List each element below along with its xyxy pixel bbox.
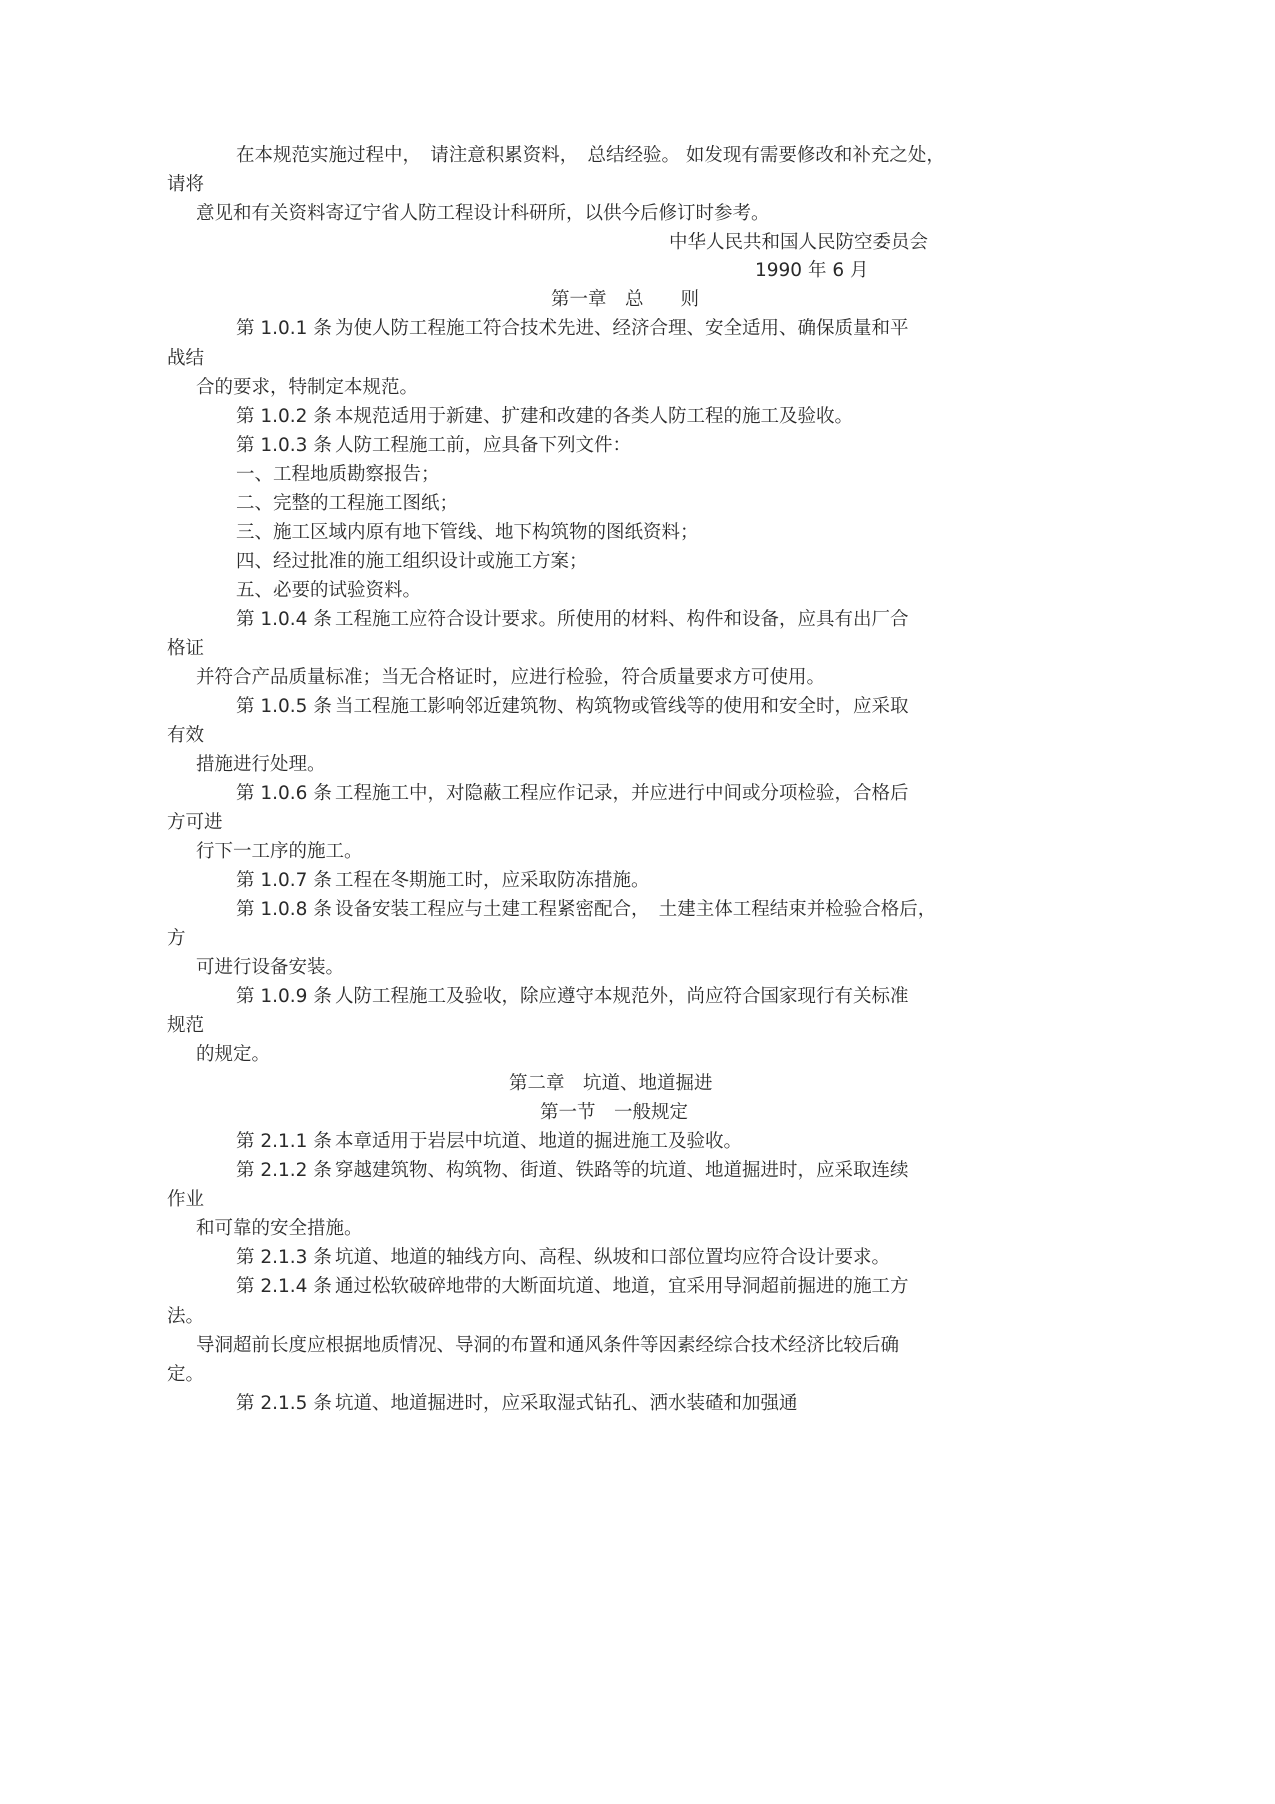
article-1-0-9-number: 第 1.0.9 条	[236, 986, 332, 1007]
issuing-organization: 中华人民共和国人民防空委员会	[669, 232, 929, 253]
article-1-0-1-wrap: 战结	[167, 348, 205, 369]
article-2-1-1-text: 本章适用于岩层中坑道、地道的掘进施工及验收。	[335, 1131, 743, 1152]
article-1-0-8-cont: 可进行设备安装。	[196, 957, 345, 978]
article-1-0-2-number: 第 1.0.2 条	[236, 406, 332, 427]
article-2-1-3-text: 坑道、地道的轴线方向、高程、纵坡和口部位置均应符合设计要求。	[335, 1247, 891, 1268]
article-2-1-4-wrap: 法。	[167, 1306, 205, 1327]
article-1-0-1-cont: 合的要求，特制定本规范。	[196, 377, 419, 398]
article-1-0-8-text: 设备安装工程应与土建工程紧密配合， 土建主体工程结束并检验合格后，	[335, 899, 937, 920]
article-1-0-5-cont: 措施进行处理。	[196, 754, 326, 775]
article-1-0-7-number: 第 1.0.7 条	[236, 870, 332, 891]
article-1-0-5-number: 第 1.0.5 条	[236, 696, 332, 717]
article-1-0-4-text: 工程施工应符合设计要求。所使用的材料、构件和设备，应具有出厂合	[335, 609, 909, 630]
article-1-0-5-wrap: 有效	[167, 725, 205, 746]
article-1-0-1-number: 第 1.0.1 条	[236, 318, 332, 339]
article-1-0-2-text: 本规范适用于新建、扩建和改建的各类人防工程的施工及验收。	[335, 406, 854, 427]
article-1-0-8-wrap: 方	[167, 928, 186, 949]
article-1-0-9-text: 人防工程施工及验收，除应遵守本规范外，尚应符合国家现行有关标准	[335, 986, 909, 1007]
chapter-2-title: 第二章 坑道、地道掘进	[509, 1073, 713, 1094]
intro-line-1-wrap: 请将	[167, 174, 205, 195]
issue-date: 1990 年 6 月	[755, 260, 869, 281]
article-1-0-6-text: 工程施工中，对隐蔽工程应作记录，并应进行中间或分项检验，合格后	[335, 783, 909, 804]
required-docs-item-5: 五、必要的试验资料。	[236, 580, 422, 601]
article-1-0-4-number: 第 1.0.4 条	[236, 609, 332, 630]
intro-line-1: 在本规范实施过程中， 请注意积累资料， 总结经验。 如发现有需要修改和补充之处，	[236, 145, 945, 166]
article-2-1-2-number: 第 2.1.2 条	[236, 1160, 332, 1181]
article-1-0-3-text: 人防工程施工前，应具备下列文件：	[335, 435, 632, 456]
required-docs-item-1: 一、工程地质勘察报告；	[236, 464, 440, 485]
article-1-0-9-wrap: 规范	[167, 1015, 205, 1036]
article-2-1-5-text: 坑道、地道掘进时，应采取湿式钻孔、洒水装碴和加强通	[335, 1393, 798, 1414]
chapter-1-title: 第一章 总 则	[551, 289, 700, 310]
article-2-1-2-cont: 和可靠的安全措施。	[196, 1218, 363, 1239]
article-1-0-1-text: 为使人防工程施工符合技术先进、经济合理、安全适用、确保质量和平	[335, 318, 909, 339]
article-2-1-4-wrap-2: 定。	[167, 1364, 205, 1385]
required-docs-item-4: 四、经过批准的施工组织设计或施工方案；	[236, 551, 588, 572]
required-docs-item-3: 三、施工区域内原有地下管线、地下构筑物的图纸资料；	[236, 522, 699, 543]
article-2-1-1-number: 第 2.1.1 条	[236, 1131, 332, 1152]
article-2-1-5-number: 第 2.1.5 条	[236, 1393, 332, 1414]
article-1-0-7-text: 工程在冬期施工时，应采取防冻措施。	[335, 870, 650, 891]
article-2-1-3-number: 第 2.1.3 条	[236, 1247, 332, 1268]
article-1-0-8-number: 第 1.0.8 条	[236, 899, 332, 920]
article-1-0-6-cont: 行下一工序的施工。	[196, 841, 363, 862]
article-1-0-4-cont: 并符合产品质量标准；当无合格证时，应进行检验，符合质量要求方可使用。	[196, 667, 826, 688]
article-2-1-2-text: 穿越建筑物、构筑物、街道、铁路等的坑道、地道掘进时，应采取连续	[335, 1160, 909, 1181]
article-1-0-6-number: 第 1.0.6 条	[236, 783, 332, 804]
intro-line-2: 意见和有关资料寄辽宁省人防工程设计科研所，以供今后修订时参考。	[196, 203, 770, 224]
article-1-0-9-cont: 的规定。	[196, 1044, 271, 1065]
article-2-1-4-cont: 导洞超前长度应根据地质情况、导洞的布置和通风条件等因素经综合技术经济比较后确	[196, 1335, 900, 1356]
article-1-0-3-number: 第 1.0.3 条	[236, 435, 332, 456]
article-1-0-6-wrap: 方可进	[167, 812, 223, 833]
article-1-0-4-wrap: 格证	[167, 638, 205, 659]
article-1-0-5-text: 当工程施工影响邻近建筑物、构筑物或管线等的使用和安全时，应采取	[335, 696, 909, 717]
required-docs-item-2: 二、完整的工程施工图纸；	[236, 493, 459, 514]
chapter-2-section-1-title: 第一节 一般规定	[540, 1102, 689, 1123]
article-2-1-2-wrap: 作业	[167, 1189, 205, 1210]
article-2-1-4-number: 第 2.1.4 条	[236, 1276, 332, 1297]
article-2-1-4-text: 通过松软破碎地带的大断面坑道、地道，宜采用导洞超前掘进的施工方	[335, 1276, 909, 1297]
